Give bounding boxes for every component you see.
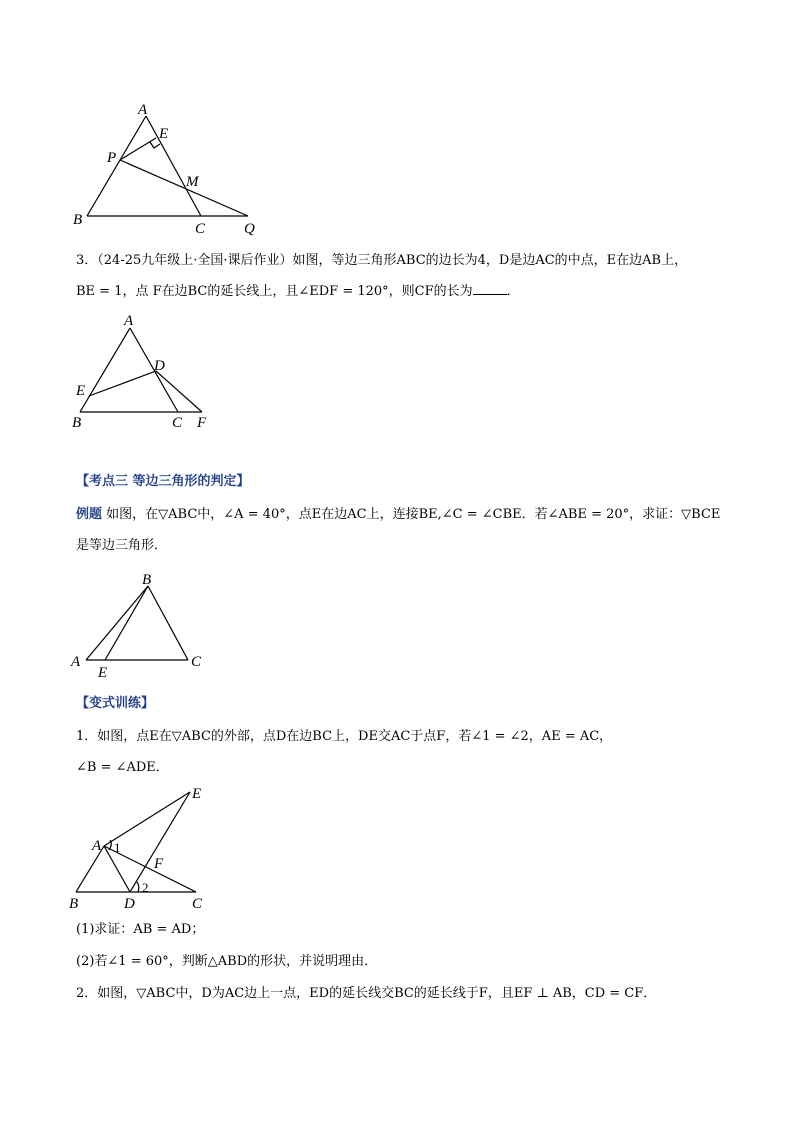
label-d: D (124, 896, 135, 912)
figure-equilateral-abc-def (60, 308, 230, 433)
figure-triangle-abc-ade (60, 784, 220, 914)
label-c: C (191, 654, 202, 670)
label-e: E (76, 383, 86, 399)
segment-ab (87, 116, 146, 216)
segment-pq (120, 160, 248, 216)
label-a: A (71, 654, 81, 670)
label-b: B (73, 212, 83, 228)
angle-2-arc (137, 882, 139, 892)
segment-df (156, 371, 202, 412)
angle-2-label: 2 (142, 880, 149, 895)
segment-be (105, 586, 148, 660)
label-e: E (98, 665, 108, 681)
segment-ab (80, 328, 130, 412)
label-f: F (197, 415, 207, 431)
section-heading-variant: 【变式训练】 (76, 696, 155, 711)
segment-de (130, 792, 190, 892)
label-m: M (186, 174, 199, 190)
label-q: Q (244, 221, 255, 237)
label-b: B (69, 896, 79, 912)
label-e: E (192, 786, 202, 802)
label-b: B (142, 572, 152, 588)
problem-1-sub-1: (1)求证：AB = AD； (76, 922, 205, 937)
segment-ba (86, 586, 148, 660)
problem-1-line-1: 1．如图，点E在▽ABC的外部，点D在边BC上，DE交AC于点F，若∠1 = ∠2，AE = AC， (76, 729, 613, 744)
label-a: A (124, 313, 134, 329)
example-label: 例题 (76, 507, 103, 522)
label-p: P (107, 150, 117, 166)
example-text: 如图，在▽ABC中，∠A = 40°，点E在边AC上，连接BE,∠C = ∠CBE．若∠ABE = 20°，求证：▽BCE (102, 507, 721, 522)
problem-2-line-1: 2．如图，▽ABC中，D为AC边上一点，ED的延长线交BC的延长线于F，且EF ⊥ AB，CD = CF． (76, 986, 657, 1001)
question-3-line-2 (76, 281, 756, 302)
label-c: C (195, 221, 206, 237)
figure-triangle-abc-pmq (60, 98, 270, 238)
answer-blank (473, 281, 507, 295)
label-c: C (172, 415, 183, 431)
segment-pe (120, 138, 156, 160)
segment-bc (148, 586, 188, 660)
right-angle-mark (150, 142, 160, 148)
question-3-text: BE = 1，点 F在边BC的延长线上，且∠EDF = 120°，则CF的长为 (76, 284, 473, 299)
question-3-end: ． (506, 284, 520, 299)
figure-triangle-abc-be (60, 568, 220, 683)
section-heading-kaodian3: 【考点三 等边三角形的判定】 (76, 474, 250, 489)
angle-1-label: 1 (114, 840, 121, 855)
example-line-2: 是等边三角形． (76, 538, 168, 553)
label-e: E (159, 126, 169, 142)
label-f: F (154, 856, 164, 872)
problem-1-line-2: ∠B = ∠ADE． (76, 760, 169, 775)
segment-ac (146, 116, 201, 216)
label-c: C (192, 896, 203, 912)
question-3-line-1: 3．（24-25九年级上·全国·课后作业）如图，等边三角形ABC的边长为4，D是边AC的中点，E在边AB上， (76, 253, 688, 268)
segment-ed (89, 371, 156, 396)
segment-ae (104, 792, 190, 846)
problem-1-sub-2: (2)若∠1 = 60°，判断△ABD的形状，并说明理由． (76, 954, 378, 969)
label-b: B (72, 415, 82, 431)
example-line-1 (76, 505, 756, 525)
label-d: D (154, 358, 165, 374)
label-a: A (92, 838, 102, 854)
label-a: A (138, 102, 148, 118)
